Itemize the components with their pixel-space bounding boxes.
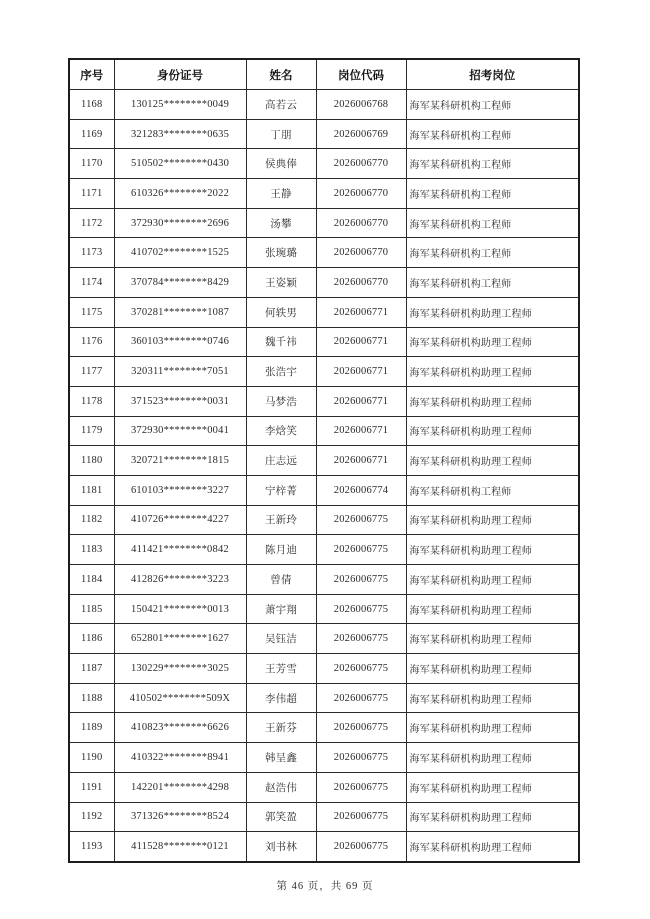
cell-position-code: 2026006775 — [316, 594, 406, 624]
cell-position-code: 2026006774 — [316, 475, 406, 505]
table-row — [69, 802, 579, 832]
cell-seq: 1171 — [69, 179, 114, 209]
cell-name: 赵浩伟 — [246, 772, 316, 802]
cell-id-number: 130229********3025 — [114, 654, 246, 684]
table-row — [69, 357, 579, 387]
cell-position-code: 2026006775 — [316, 654, 406, 684]
table-row — [69, 327, 579, 357]
cell-name: 王新芬 — [246, 713, 316, 743]
cell-seq: 1178 — [69, 386, 114, 416]
cell-position-code: 2026006771 — [316, 327, 406, 357]
table-row — [69, 297, 579, 327]
cell-seq: 1179 — [69, 416, 114, 446]
cell-position-title: 海军某科研机构助理工程师 — [406, 713, 579, 743]
cell-seq: 1173 — [69, 238, 114, 268]
cell-seq: 1176 — [69, 327, 114, 357]
cell-id-number: 410502********509X — [114, 683, 246, 713]
cell-position-code: 2026006771 — [316, 416, 406, 446]
header-id-number: 身份证号 — [114, 59, 246, 90]
cell-id-number: 610103********3227 — [114, 475, 246, 505]
cell-position-title: 海军某科研机构助理工程师 — [406, 386, 579, 416]
cell-position-code: 2026006775 — [316, 772, 406, 802]
cell-name: 汤攀 — [246, 208, 316, 238]
cell-position-code: 2026006775 — [316, 565, 406, 595]
cell-position-code: 2026006775 — [316, 624, 406, 654]
cell-name: 丁朋 — [246, 119, 316, 149]
table-header — [69, 59, 579, 90]
cell-id-number: 371523********0031 — [114, 386, 246, 416]
cell-position-code: 2026006770 — [316, 238, 406, 268]
cell-seq: 1190 — [69, 743, 114, 773]
cell-position-title: 海军某科研机构助理工程师 — [406, 505, 579, 535]
cell-seq: 1181 — [69, 475, 114, 505]
cell-id-number: 411528********0121 — [114, 832, 246, 862]
cell-id-number: 510502********0430 — [114, 149, 246, 179]
cell-seq: 1187 — [69, 654, 114, 684]
cell-name: 高若云 — [246, 90, 316, 120]
table-body — [69, 90, 579, 862]
cell-seq: 1188 — [69, 683, 114, 713]
header-seq: 序号 — [69, 59, 114, 90]
table-row — [69, 179, 579, 209]
cell-id-number: 372930********2696 — [114, 208, 246, 238]
cell-id-number: 320311********7051 — [114, 357, 246, 387]
table-row — [69, 565, 579, 595]
cell-id-number: 150421********0013 — [114, 594, 246, 624]
cell-name: 庄志远 — [246, 446, 316, 476]
cell-position-code: 2026006769 — [316, 119, 406, 149]
cell-name: 李焓笑 — [246, 416, 316, 446]
cell-position-code: 2026006775 — [316, 505, 406, 535]
cell-name: 王姿颖 — [246, 268, 316, 298]
header-row — [69, 59, 579, 90]
cell-name: 陈月迪 — [246, 535, 316, 565]
cell-name: 张琬璐 — [246, 238, 316, 268]
cell-position-code: 2026006770 — [316, 208, 406, 238]
cell-id-number: 410726********4227 — [114, 505, 246, 535]
cell-position-code: 2026006771 — [316, 386, 406, 416]
cell-id-number: 321283********0635 — [114, 119, 246, 149]
cell-position-title: 海军某科研机构工程师 — [406, 90, 579, 120]
table-row — [69, 149, 579, 179]
cell-seq: 1170 — [69, 149, 114, 179]
cell-name: 王芳雪 — [246, 654, 316, 684]
table-row — [69, 535, 579, 565]
cell-name: 何轶男 — [246, 297, 316, 327]
cell-position-title: 海军某科研机构助理工程师 — [406, 446, 579, 476]
header-position: 招考岗位 — [406, 59, 579, 90]
cell-position-title: 海军某科研机构助理工程师 — [406, 654, 579, 684]
cell-seq: 1168 — [69, 90, 114, 120]
table-row — [69, 772, 579, 802]
cell-name: 刘书林 — [246, 832, 316, 862]
cell-position-title: 海军某科研机构助理工程师 — [406, 297, 579, 327]
cell-position-title: 海军某科研机构助理工程师 — [406, 327, 579, 357]
cell-position-code: 2026006775 — [316, 713, 406, 743]
table-row — [69, 208, 579, 238]
cell-position-title: 海军某科研机构工程师 — [406, 179, 579, 209]
cell-position-title: 海军某科研机构工程师 — [406, 149, 579, 179]
cell-position-title: 海军某科研机构工程师 — [406, 475, 579, 505]
cell-seq: 1193 — [69, 832, 114, 862]
cell-position-code: 2026006775 — [316, 535, 406, 565]
cell-seq: 1186 — [69, 624, 114, 654]
cell-position-title: 海军某科研机构工程师 — [406, 238, 579, 268]
cell-id-number: 372930********0041 — [114, 416, 246, 446]
cell-seq: 1183 — [69, 535, 114, 565]
cell-name: 马梦浩 — [246, 386, 316, 416]
cell-seq: 1174 — [69, 268, 114, 298]
header-name: 姓名 — [246, 59, 316, 90]
cell-name: 王静 — [246, 179, 316, 209]
cell-seq: 1175 — [69, 297, 114, 327]
cell-position-title: 海军某科研机构工程师 — [406, 119, 579, 149]
cell-seq: 1177 — [69, 357, 114, 387]
table-row — [69, 505, 579, 535]
cell-position-title: 海军某科研机构助理工程师 — [406, 772, 579, 802]
cell-position-title: 海军某科研机构工程师 — [406, 208, 579, 238]
cell-id-number: 652801********1627 — [114, 624, 246, 654]
cell-position-code: 2026006775 — [316, 683, 406, 713]
cell-id-number: 411421********0842 — [114, 535, 246, 565]
table-row — [69, 416, 579, 446]
page-number-footer: 第 46 页，共 69 页 — [276, 881, 374, 892]
cell-id-number: 410322********8941 — [114, 743, 246, 773]
table-row — [69, 713, 579, 743]
cell-seq: 1169 — [69, 119, 114, 149]
table-row — [69, 654, 579, 684]
cell-seq: 1189 — [69, 713, 114, 743]
cell-position-code: 2026006775 — [316, 832, 406, 862]
cell-id-number: 142201********4298 — [114, 772, 246, 802]
table-row — [69, 268, 579, 298]
cell-id-number: 360103********0746 — [114, 327, 246, 357]
cell-position-title: 海军某科研机构助理工程师 — [406, 832, 579, 862]
cell-id-number: 320721********1815 — [114, 446, 246, 476]
cell-position-code: 2026006770 — [316, 268, 406, 298]
cell-name: 张浩宇 — [246, 357, 316, 387]
cell-position-title: 海军某科研机构助理工程师 — [406, 416, 579, 446]
table-row — [69, 386, 579, 416]
cell-name: 李伟超 — [246, 683, 316, 713]
cell-position-code: 2026006771 — [316, 357, 406, 387]
cell-seq: 1184 — [69, 565, 114, 595]
cell-name: 曾倩 — [246, 565, 316, 595]
cell-id-number: 371326********8524 — [114, 802, 246, 832]
cell-id-number: 370281********1087 — [114, 297, 246, 327]
cell-position-title: 海军某科研机构助理工程师 — [406, 802, 579, 832]
cell-name: 吴钰洁 — [246, 624, 316, 654]
cell-position-title: 海军某科研机构助理工程师 — [406, 743, 579, 773]
table-row — [69, 624, 579, 654]
cell-seq: 1192 — [69, 802, 114, 832]
table-row — [69, 832, 579, 862]
cell-id-number: 610326********2022 — [114, 179, 246, 209]
cell-name: 郭笑盈 — [246, 802, 316, 832]
table-row — [69, 594, 579, 624]
cell-seq: 1185 — [69, 594, 114, 624]
cell-position-code: 2026006771 — [316, 446, 406, 476]
cell-id-number: 370784********8429 — [114, 268, 246, 298]
cell-position-code: 2026006770 — [316, 149, 406, 179]
cell-id-number: 410702********1525 — [114, 238, 246, 268]
cell-position-title: 海军某科研机构助理工程师 — [406, 565, 579, 595]
cell-position-title: 海军某科研机构助理工程师 — [406, 624, 579, 654]
cell-position-code: 2026006770 — [316, 179, 406, 209]
cell-name: 萧宇翔 — [246, 594, 316, 624]
header-position-code: 岗位代码 — [316, 59, 406, 90]
candidate-roster-table — [68, 58, 580, 863]
cell-position-code: 2026006768 — [316, 90, 406, 120]
cell-name: 王新玲 — [246, 505, 316, 535]
cell-position-title: 海军某科研机构工程师 — [406, 268, 579, 298]
cell-seq: 1191 — [69, 772, 114, 802]
cell-position-code: 2026006775 — [316, 743, 406, 773]
cell-seq: 1180 — [69, 446, 114, 476]
cell-position-code: 2026006775 — [316, 802, 406, 832]
cell-position-code: 2026006771 — [316, 297, 406, 327]
cell-name: 宁梓菁 — [246, 475, 316, 505]
cell-position-title: 海军某科研机构助理工程师 — [406, 357, 579, 387]
cell-id-number: 130125********0049 — [114, 90, 246, 120]
table-row — [69, 90, 579, 120]
table-row — [69, 683, 579, 713]
cell-position-title: 海军某科研机构助理工程师 — [406, 535, 579, 565]
cell-id-number: 410823********6626 — [114, 713, 246, 743]
cell-seq: 1182 — [69, 505, 114, 535]
cell-name: 魏千祎 — [246, 327, 316, 357]
cell-name: 侯典俸 — [246, 149, 316, 179]
table-row — [69, 743, 579, 773]
cell-id-number: 412826********3223 — [114, 565, 246, 595]
table-row — [69, 446, 579, 476]
table-row — [69, 238, 579, 268]
cell-position-title: 海军某科研机构助理工程师 — [406, 594, 579, 624]
table-row — [69, 119, 579, 149]
cell-position-title: 海军某科研机构助理工程师 — [406, 683, 579, 713]
table-row — [69, 475, 579, 505]
cell-name: 韩呈鑫 — [246, 743, 316, 773]
cell-seq: 1172 — [69, 208, 114, 238]
